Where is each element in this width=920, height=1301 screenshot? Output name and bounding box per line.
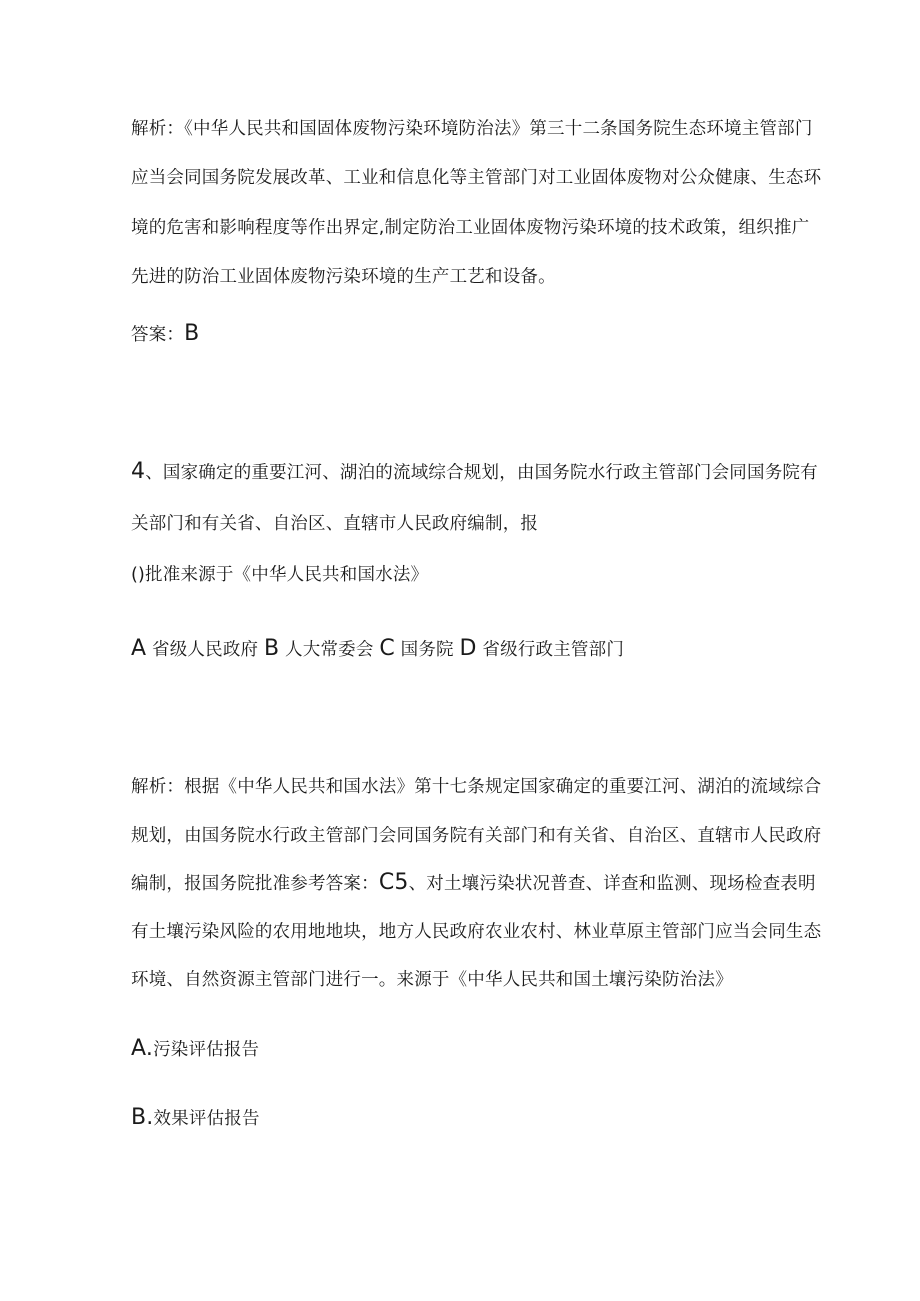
explanation-1-line-2: 应当会同国务院发展改革、工业和信息化等主管部门对工业固体废物对公众健康、生态环	[131, 168, 822, 188]
question-4-options	[131, 637, 624, 662]
option-5a-text: 污染评估报告	[153, 1040, 260, 1060]
option-d-text: 省级行政主管部门	[482, 640, 625, 660]
option-5b-text: 效果评估报告	[153, 1109, 260, 1129]
answer-line	[131, 322, 199, 347]
question-number: 4	[131, 459, 146, 484]
question-4-line-1	[131, 460, 818, 485]
option-a-line	[131, 1037, 259, 1062]
answer-c5: C5	[378, 870, 409, 895]
option-a-text: 省级人民政府	[152, 640, 259, 660]
question-4-line-2: 关部门和有关省、自治区、直辖市人民政府编制，报	[131, 514, 539, 534]
answer-label: 答案：	[131, 325, 185, 345]
option-5b-letter: B.	[131, 1105, 154, 1130]
explanation-2-line-5: 环境、自然资源主管部门进行一。来源于《中华人民共和国土壤污染防治法》	[131, 970, 733, 990]
option-a-letter: A	[131, 636, 147, 661]
explanation-2-line-1: 解析：根据《中华人民共和国水法》第十七条规定国家确定的重要江河、湖泊的流域综合	[131, 777, 822, 797]
option-5a-letter: A.	[131, 1036, 154, 1061]
option-c-letter: C	[379, 636, 395, 661]
explanation-2-line-3	[131, 871, 816, 896]
explanation-2-line-4: 有土壤污染风险的农用地地块，地方人民政府农业农村、林业草原主管部门应当会同生态	[131, 922, 822, 942]
explanation-1-line-3: 境的危害和影响程度等作出界定,制定防治工业固体废物污染环境的技术政策，组织推广	[131, 218, 810, 238]
question-4-line-3: ()批准来源于《中华人民共和国水法》	[131, 565, 429, 585]
answer-value: B	[184, 321, 200, 346]
option-b-line	[131, 1106, 260, 1131]
option-d-letter: D	[459, 636, 477, 661]
option-b-text: 人大常委会	[285, 640, 374, 660]
explanation-2-line-2: 规划，由国务院水行政主管部门会同国务院有关部门和有关省、自治区、直辖市人民政府	[131, 826, 822, 846]
explanation-1-line-4: 先进的防治工业固体废物污染环境的生产工艺和设备。	[131, 267, 556, 287]
option-c-text: 国务院	[400, 640, 454, 660]
explanation-2-line-3-post: 、对土壤污染状况普查、详查和监测、现场检查表明	[408, 874, 816, 894]
option-b-letter: B	[263, 636, 280, 661]
question-4-text-1: 、国家确定的重要江河、湖泊的流域综合规划，由国务院水行政主管部门会同国务院有	[145, 463, 818, 483]
explanation-1-line-1: 解析：《中华人民共和国固体废物污染环境防治法》第三十二条国务院生态环境主管部门	[131, 119, 813, 139]
explanation-2-line-3-pre: 编制，报国务院批准参考答案：	[131, 874, 379, 894]
